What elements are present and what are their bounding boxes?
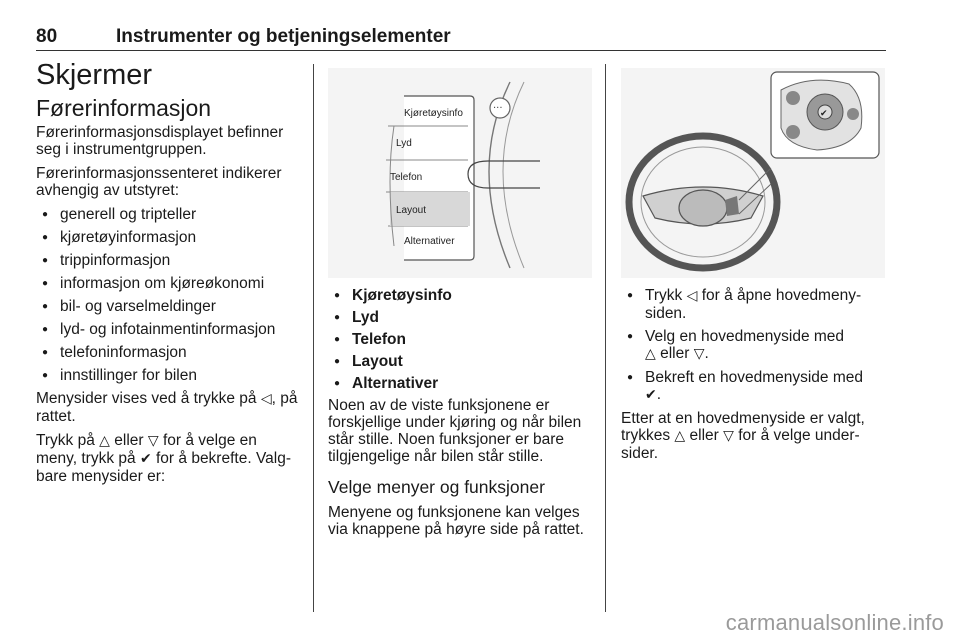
column-divider-2 <box>605 64 606 612</box>
list-item: ● kjøretøyinformasjon <box>36 229 302 246</box>
svg-text:···: ··· <box>493 103 503 114</box>
text-fragment: for å velge under-sider. <box>621 427 860 462</box>
list-item: ● Kjøretøysinfo <box>328 287 598 304</box>
list-item: ● lyd- og infotainmentinformasjon <box>36 321 302 338</box>
menu-label-vehicle: Kjøretøysinfo <box>404 108 463 119</box>
info-list <box>36 206 302 384</box>
menu-pages-paragraph <box>36 390 302 425</box>
check-icon: ✔ <box>139 451 152 467</box>
text-fragment: eller <box>114 432 144 449</box>
list-item: ● informasjon om kjøreøkonomi <box>36 275 302 292</box>
list-item: ● generell og tripteller <box>36 206 302 223</box>
left-arrow-icon: ◁ <box>260 391 272 407</box>
text-fragment: eller <box>660 345 690 362</box>
menu-label-options: Alternativer <box>404 236 455 247</box>
list-item: ● Alternativer <box>328 375 598 392</box>
intro-paragraph: Førerinformasjonsdisplayet befinner seg i instrumentgruppen. <box>36 124 284 158</box>
menu-select-paragraph <box>36 432 302 485</box>
list-item: ● Layout <box>328 353 598 370</box>
watermark: carmanualsonline.info <box>725 610 944 635</box>
left-arrow-icon: ◁ <box>686 288 698 304</box>
check-icon: ✔ <box>645 387 657 403</box>
text-fragment: Etter at en hovedmenyside er valgt, trykkes <box>621 410 865 444</box>
up-arrow-icon: △ <box>99 433 110 449</box>
column-1 <box>36 58 302 492</box>
list-item <box>621 287 886 322</box>
menu-pages-list <box>328 287 598 392</box>
text-fragment: . <box>656 386 662 403</box>
section-title: Skjermer <box>36 59 153 91</box>
steering-wheel-illustration <box>621 68 885 278</box>
display-menu-illustration <box>328 68 592 278</box>
menu-label-layout: Layout <box>396 205 427 216</box>
section-heading: Velge menyer og funksjoner <box>328 477 545 497</box>
column-divider-1 <box>313 64 314 612</box>
text-fragment: . <box>704 345 709 362</box>
list-item <box>621 369 886 404</box>
menu-label-audio: Lyd <box>396 138 412 149</box>
list-item: ● Lyd <box>328 309 598 326</box>
header-rule <box>36 50 886 51</box>
subsection-title: Førerinformasjon <box>36 95 212 121</box>
list-item: ● bil- og varselmeldinger <box>36 298 302 315</box>
check-button-icon: ✔ <box>820 109 828 119</box>
text-fragment: Menysider vises ved å trykke på <box>36 390 257 407</box>
list-item: ● innstillinger for bilen <box>36 367 302 384</box>
buttons-paragraph: Menyene og funksjonene kan velges via knappene på høyre side på rattet. <box>328 504 584 538</box>
page-number: 80 <box>36 26 58 47</box>
text-fragment: eller <box>689 427 719 444</box>
page-header <box>36 26 886 50</box>
text-fragment: for å bekrefte. Valg-bare menysider er: <box>36 450 291 485</box>
text-fragment: Trykk <box>645 287 683 304</box>
text-fragment: Velg en hovedmenyside med <box>645 328 845 345</box>
text-fragment: Bekreft en hovedmenyside med <box>645 369 863 386</box>
functions-paragraph: Noen av de viste funksjonene er forskjellige under kjøring og når bilen står stille. Noen funksjoner er bare tilgjengelige når bilen står stille. <box>328 397 582 465</box>
down-arrow-icon: ▽ <box>723 428 734 444</box>
list-item: ● telefoninformasjon <box>36 344 302 361</box>
up-arrow-icon: △ <box>674 428 686 444</box>
steps-list <box>621 287 886 404</box>
down-arrow-icon: ▽ <box>693 346 705 362</box>
availability-paragraph: Førerinformasjonssenteret indikerer avhengig av utstyret: <box>36 165 282 199</box>
column-2 <box>328 68 598 545</box>
list-item: ● trippinformasjon <box>36 252 302 269</box>
chapter-title: Instrumenter og betjeningselementer <box>116 26 451 47</box>
menu-label-phone: Telefon <box>390 172 423 183</box>
text-fragment: , på rattet. <box>36 390 298 425</box>
list-item <box>621 328 886 363</box>
down-arrow-icon: ▽ <box>147 433 159 449</box>
text-fragment: Trykk på <box>36 432 95 449</box>
column-3 <box>621 68 886 469</box>
list-item: ● Telefon <box>328 331 598 348</box>
up-arrow-icon: △ <box>645 346 656 362</box>
text-fragment: for å velge en meny, trykk på <box>36 432 257 467</box>
submenu-paragraph <box>621 410 886 462</box>
text-fragment: for å åpne hovedmeny-siden. <box>645 287 862 322</box>
